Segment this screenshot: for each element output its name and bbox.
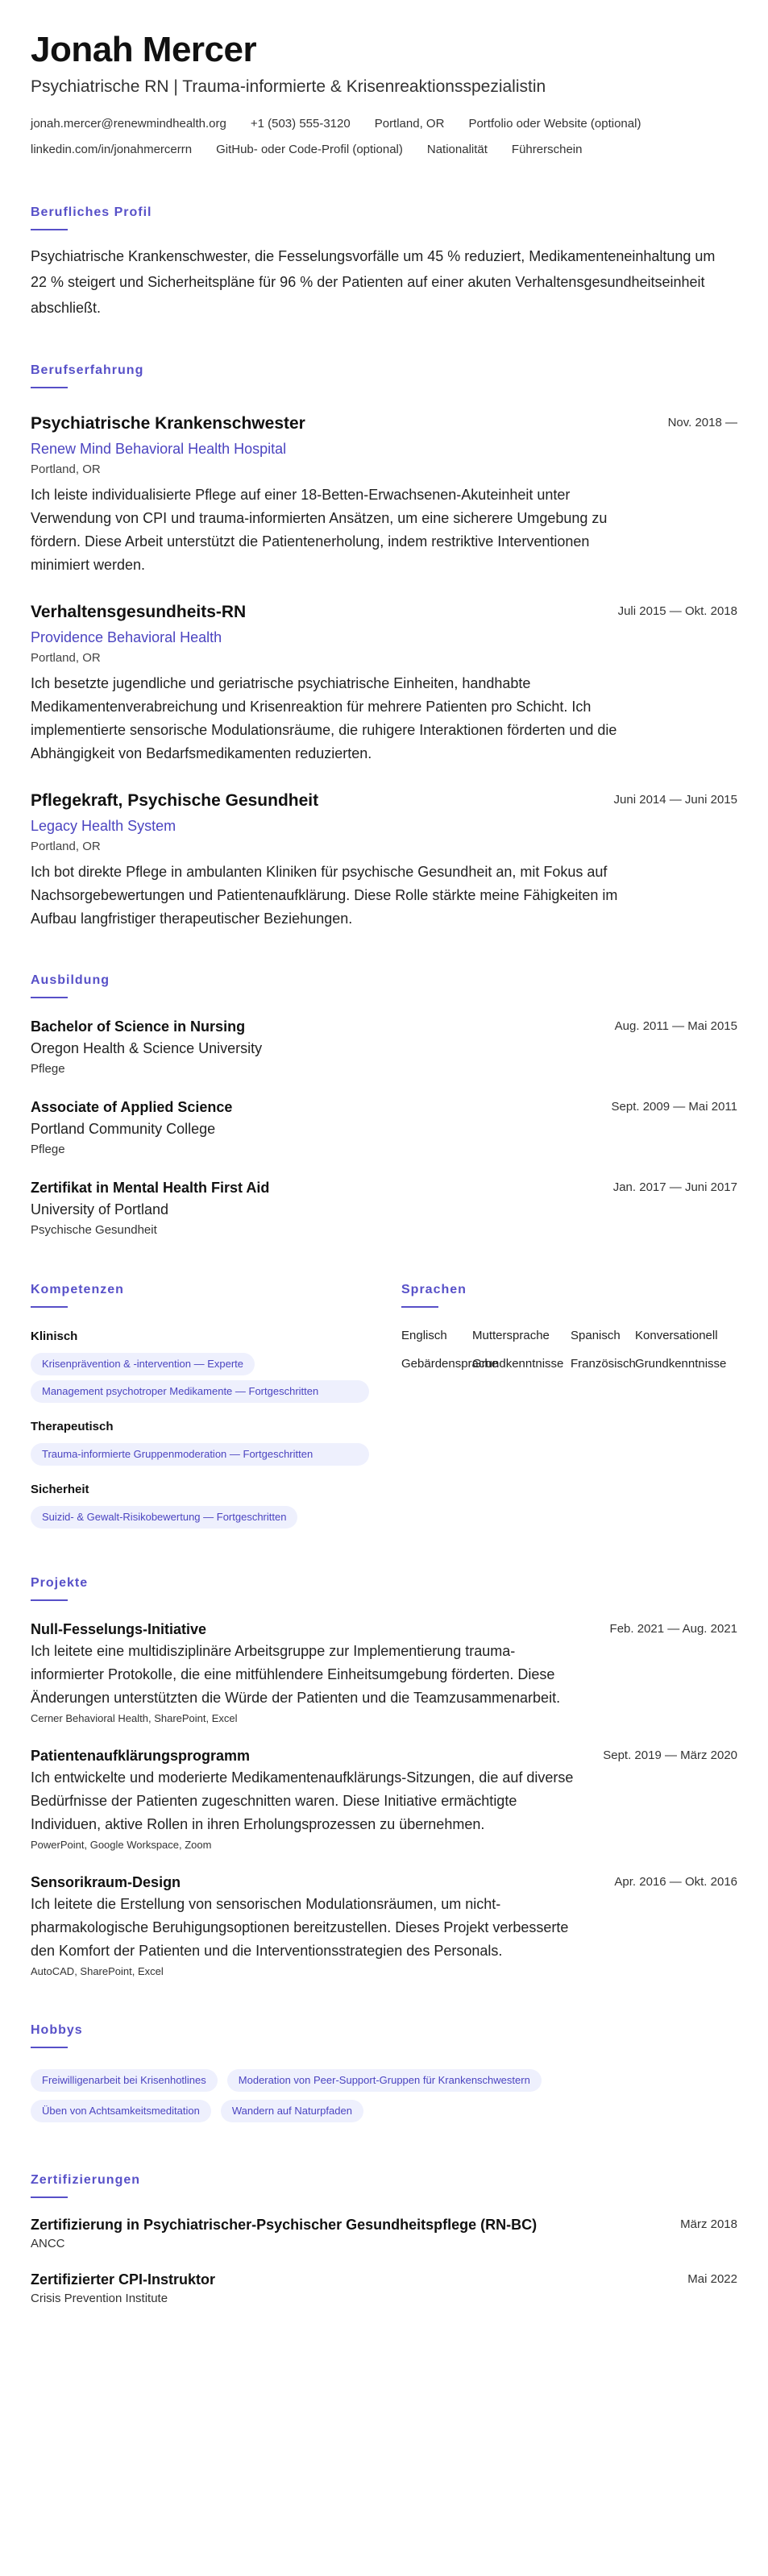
languages-section — [401, 1282, 737, 1533]
contact-github[interactable]: GitHub- oder Code-Profil (optional) — [216, 143, 403, 156]
skill-pill: Trauma-informierte Gruppenmoderation — Fortgeschritten — [31, 1443, 369, 1466]
hobby-pill: Moderation von Peer-Support-Gruppen für Krankenschwestern — [227, 2069, 542, 2092]
section-title: Sprachen — [401, 1283, 467, 1296]
job-location: Portland, OR — [31, 840, 101, 853]
project-dates: Feb. 2021 — Aug. 2021 — [609, 1622, 737, 1636]
certification-entry — [31, 2214, 737, 2253]
section-title: Hobbys — [31, 2023, 83, 2037]
cert-title: Zertifizierter CPI-Instruktor — [31, 2271, 216, 2288]
edu-field: Pflege — [31, 1143, 65, 1156]
language-name: Spanisch — [571, 1329, 621, 1342]
edu-school: Portland Community College — [31, 1121, 216, 1137]
job-company: Renew Mind Behavioral Health Hospital — [31, 441, 287, 457]
job-entry — [31, 790, 737, 931]
edu-dates: Aug. 2011 — Mai 2015 — [614, 1019, 737, 1033]
contact-email[interactable]: jonah.mercer@renewmindhealth.org — [31, 117, 226, 131]
edu-dates: Sept. 2009 — Mai 2011 — [611, 1100, 737, 1114]
job-description: Ich besetzte jugendliche und geriatrische psychiatrische Einheiten, handhabte Medikamentenverabreichung und Krisenreaktion für mehrere Patienten pro Schicht. Ich implementierte sensorische Modulationsräume, die ruhigere Interaktionen förderten und die Abhängigkeit von Bedarfsmedikamenten reduzierten. — [31, 675, 617, 761]
section-title: Berufserfahrung — [31, 363, 144, 377]
project-dates: Apr. 2016 — Okt. 2016 — [614, 1875, 737, 1889]
section-title: Ausbildung — [31, 973, 110, 987]
job-entry — [31, 601, 737, 765]
project-tools: Cerner Behavioral Health, SharePoint, Excel — [31, 1712, 238, 1724]
cert-date: Mai 2022 — [687, 2272, 737, 2286]
job-dates: Juni 2014 — Juni 2015 — [613, 793, 737, 807]
education-entry — [31, 1177, 737, 1240]
resume-header — [31, 29, 737, 163]
hobby-pill: Freiwilligenarbeit bei Krisenhotlines — [31, 2069, 218, 2092]
language-level: Konversationell — [635, 1329, 718, 1342]
section-title: Zertifizierungen — [31, 2173, 141, 2187]
project-description: Ich leitete eine multidisziplinäre Arbeitsgruppe zur Implementierung trauma-informierter Protokolle, die eine mitfühlendere Einheitsumgebung förderten. Diese Änderungen unterstützten die Würde der Patienten und die Teamzusammenarbeit. — [31, 1643, 561, 1706]
project-entry — [31, 1619, 737, 1728]
job-company: Legacy Health System — [31, 818, 176, 834]
experience-section — [31, 363, 737, 931]
contact-license: Führerschein — [511, 143, 583, 156]
project-title: Patientenaufklärungsprogramm — [31, 1748, 251, 1764]
edu-dates: Jan. 2017 — Juni 2017 — [612, 1180, 737, 1194]
edu-degree: Bachelor of Science in Nursing — [31, 1018, 246, 1035]
contact-nationality: Nationalität — [426, 143, 488, 156]
edu-school: Oregon Health & Science University — [31, 1040, 263, 1056]
skill-pill: Krisenprävention & -intervention — Experte — [31, 1353, 255, 1375]
section-divider — [401, 1306, 438, 1308]
languages-list — [401, 1329, 737, 1371]
language-name: Französisch — [571, 1357, 636, 1371]
project-tools: PowerPoint, Google Workspace, Zoom — [31, 1839, 212, 1851]
section-title: Berufliches Profil — [31, 205, 152, 219]
skill-group — [31, 1482, 401, 1533]
contact-portfolio[interactable]: Portfolio oder Website (optional) — [468, 117, 641, 131]
job-title: Pflegekraft, Psychische Gesundheit — [31, 791, 319, 810]
job-dates: Juli 2015 — Okt. 2018 — [617, 604, 737, 618]
language-level: Muttersprache — [472, 1329, 550, 1342]
project-entry — [31, 1745, 737, 1854]
skills-section — [31, 1282, 401, 1533]
candidate-name: Jonah Mercer — [31, 30, 257, 69]
section-divider — [31, 2196, 68, 2198]
contact-phone[interactable]: +1 (503) 555-3120 — [250, 117, 351, 131]
language-name: Gebärdensprache — [401, 1357, 499, 1371]
edu-school: University of Portland — [31, 1201, 169, 1217]
skill-group — [31, 1329, 401, 1403]
cert-title: Zertifizierung in Psychiatrischer-Psychischer Gesundheitspflege (RN-BC) — [31, 2217, 538, 2233]
contact-linkedin[interactable]: linkedin.com/in/jonahmercerrn — [31, 143, 193, 156]
skills-languages-row — [31, 1282, 737, 1533]
skill-pill: Suizid- & Gewalt-Risikobewertung — Fortgeschritten — [31, 1506, 297, 1529]
project-description: Ich leitete die Erstellung von sensorischen Modulationsräumen, um nicht-pharmakologische Beruhigungsoptionen bereitzustellen. Dieses Projekt verbesserte den Komfort der Patienten und die Interventionsstrategien des Personals. — [31, 1896, 569, 1959]
section-title: Projekte — [31, 1576, 89, 1590]
skill-category: Klinisch — [31, 1329, 78, 1343]
cert-issuer: ANCC — [31, 2237, 65, 2250]
section-divider — [31, 229, 68, 230]
skill-pill: Management psychotroper Medikamente — Fortgeschritten — [31, 1380, 369, 1403]
job-location: Portland, OR — [31, 463, 101, 476]
hobby-pill: Wandern auf Naturpfaden — [221, 2100, 363, 2122]
job-dates: Nov. 2018 — — [667, 416, 737, 429]
project-tools: AutoCAD, SharePoint, Excel — [31, 1965, 164, 1977]
projects-section — [31, 1575, 737, 1981]
certification-entry — [31, 2269, 737, 2308]
headline: Psychiatrische RN | Trauma-informierte & Krisenreaktionsspezialistin — [31, 77, 546, 96]
section-divider — [31, 1306, 68, 1308]
cert-date: März 2018 — [680, 2217, 737, 2231]
education-entry — [31, 1016, 737, 1079]
edu-degree: Associate of Applied Science — [31, 1099, 233, 1115]
hobby-list — [31, 2069, 691, 2130]
job-description: Ich bot direkte Pflege in ambulanten Kliniken für psychische Gesundheit an, mit Fokus auf Nachsorgebewertungen und Patientenaufklärung. Diese Rolle stärkte meine Fähigkeiten im Aufbau langfristiger therapeutischer Beziehungen. — [31, 864, 618, 927]
contact-location: Portland, OR — [374, 117, 445, 131]
skill-group — [31, 1419, 401, 1466]
edu-degree: Zertifikat in Mental Health First Aid — [31, 1180, 270, 1196]
profile-summary: Psychiatrische Krankenschwester, die Fesselungsvorfälle um 45 % reduziert, Medikamenteneinhaltung um 22 % steigert und Sicherheitspläne für 96 % der Patienten auf einer akuten Verhaltensgesundheitseinheit abschließt. — [31, 248, 716, 316]
job-title: Verhaltensgesundheits-RN — [31, 603, 247, 621]
section-divider — [31, 997, 68, 998]
cert-issuer: Crisis Prevention Institute — [31, 2292, 168, 2305]
job-company: Providence Behavioral Health — [31, 629, 222, 645]
edu-field: Psychische Gesundheit — [31, 1223, 157, 1237]
edu-field: Pflege — [31, 1062, 65, 1076]
section-title: Kompetenzen — [31, 1283, 124, 1296]
section-divider — [31, 2047, 68, 2048]
certifications-section — [31, 2172, 737, 2308]
language-level: Grundkenntnisse — [635, 1357, 727, 1371]
profile-section — [31, 205, 737, 321]
education-section — [31, 973, 737, 1240]
education-entry — [31, 1097, 737, 1159]
contact-info — [31, 111, 737, 163]
project-title: Sensorikraum-Design — [31, 1874, 181, 1890]
skill-category: Therapeutisch — [31, 1420, 114, 1433]
hobby-pill: Üben von Achtsamkeitsmeditation — [31, 2100, 211, 2122]
language-level: Grundkenntnisse — [472, 1357, 564, 1371]
section-divider — [31, 387, 68, 388]
job-description: Ich leiste individualisierte Pflege auf einer 18-Betten-Erwachsenen-Akuteinheit unter Verwendung von CPI und trauma-informierten Ansätzen, um eine sicherere Umgebung zu fördern. Diese Arbeit unterstützt die Patientenerholung, indem restriktive Interventionen minimiert werden. — [31, 487, 608, 573]
job-entry — [31, 413, 737, 577]
project-entry — [31, 1872, 737, 1981]
language-name: Englisch — [401, 1329, 447, 1342]
skill-category: Sicherheit — [31, 1483, 89, 1496]
hobbies-section — [31, 2022, 737, 2130]
section-divider — [31, 1599, 68, 1601]
project-title: Null-Fesselungs-Initiative — [31, 1621, 207, 1637]
project-description: Ich entwickelte und moderierte Medikamentenaufklärungs-Sitzungen, die auf diverse Bedürfnisse der Patienten zugeschnitten waren. Diese Initiative ermächtigte Individuen, aktive Rollen in ihren Erholungsprozessen zu übernehmen. — [31, 1769, 574, 1832]
job-location: Portland, OR — [31, 651, 101, 665]
job-title: Psychiatrische Krankenschwester — [31, 414, 305, 433]
project-dates: Sept. 2019 — März 2020 — [603, 1748, 737, 1762]
